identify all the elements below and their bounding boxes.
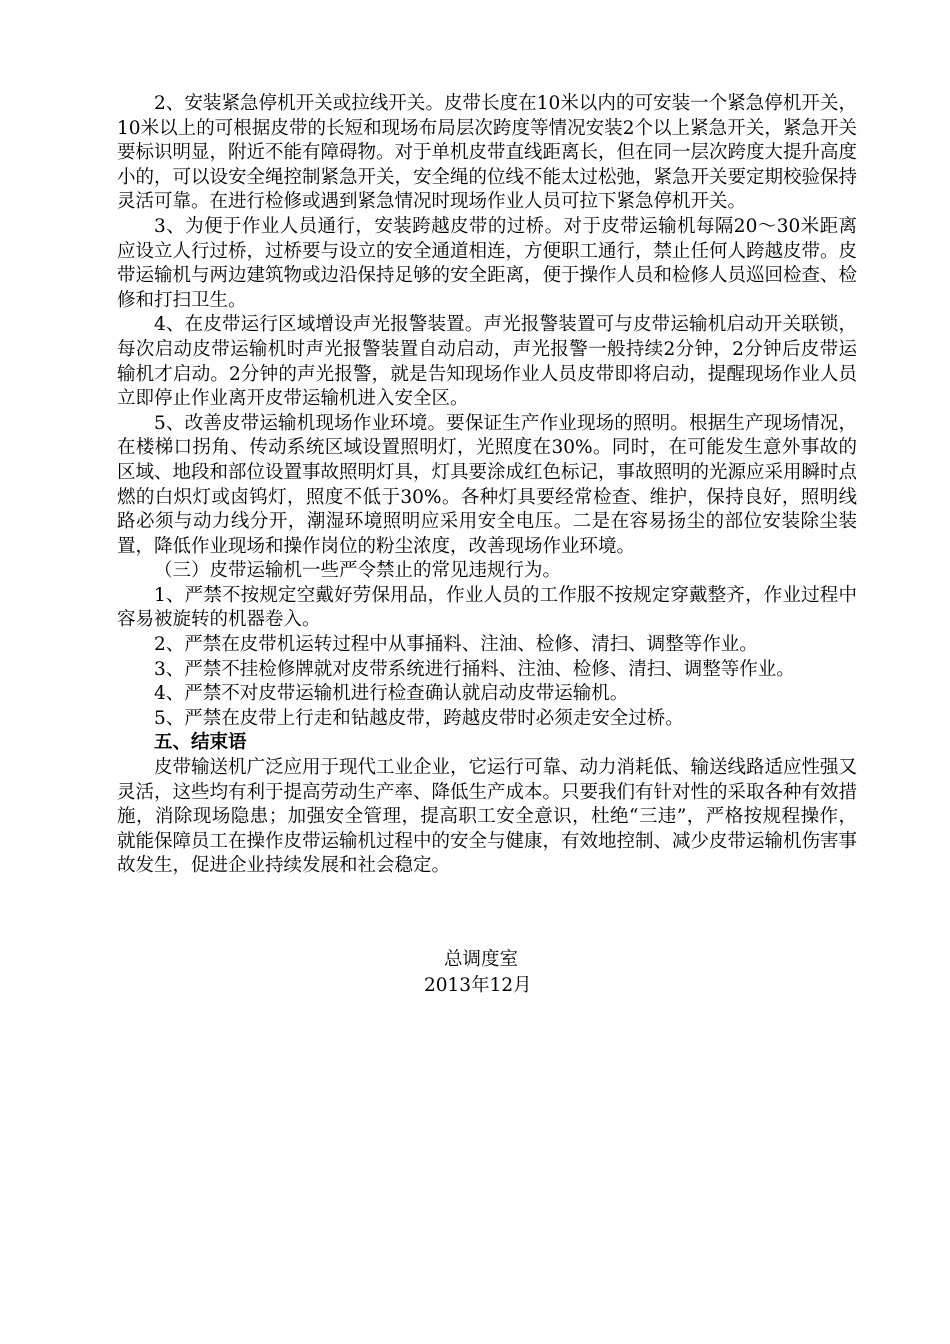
paragraph-work-environment: 5、改善皮带运输机现场作业环境。要保证生产作业现场的照明。根据生产现场情况，在楼梯口拐角、传动系统区域设置照明灯，光照度在30%。同时，在可能发生意外事故的区域、地段和部位设置事故照明灯具，灯具要涂成红色标记，事故照明的光源应采用瞬时点燃的白炽灯或卤钨灯，照度不低于30%。各种灯具要经常检查、维护，保持良好，照明线路必须与动力线分开，潮湿环境照明应采用安全电压。二是在容易扬尘的部位安装除尘装置，降低作业现场和操作岗位的粉尘浓度，改善现场作业环境。 [117,412,858,557]
signature-date: 2013年12月 [424,975,532,996]
paragraph-emergency-stop: 2、安装紧急停机开关或拉线开关。皮带长度在10米以内的可安装一个紧急停机开关，10米以上的可根据皮带的长短和现场布局层次跨度等情况安装2个以上紧急开关，紧急开关要标识明显，附近不能有障碍物。对于单机皮带直线距离长，但在同一层次跨度大提升高度小的，可以设安全绳控制紧急开关，安全绳的位线不能太过松弛，紧急开关要定期校验保持灵活可靠。在进行检修或遇到紧急情况时现场作业人员可拉下紧急停机开关。 [117,93,858,213]
prohibited-item-5: 5、严禁在皮带上行走和钻越皮带，跨越皮带时必须走安全过桥。 [154,707,684,729]
section-heading-prohibited-acts: （三）皮带运输机一些严令禁止的常见违规行为。 [154,560,562,582]
prohibited-item-2: 2、严禁在皮带机运转过程中从事捅料、注油、检修、清扫、调整等作业。 [154,634,758,656]
prohibited-item-4: 4、严禁不对皮带运输机进行检查确认就启动皮带运输机。 [154,683,629,705]
signature-office: 总调度室 [444,949,519,970]
conclusion-heading: 五、结束语 [154,732,247,754]
paragraph-crossing-bridge: 3、为便于作业人员通行，安装跨越皮带的过桥。对于皮带运输机每隔20～30米距离应设立人行过桥，过桥要与设立的安全通道相连，方便职工通行，禁止任何人跨越皮带。皮带运输机与两边建筑物或边沿保持足够的安全距离，便于操作人员和检修人员巡回检查、检修和打扫卫生。 [117,215,858,311]
prohibited-item-3: 3、严禁不挂检修牌就对皮带系统进行捅料、注油、检修、清扫、调整等作业。 [154,658,795,680]
document-body [117,92,857,879]
paragraph-alarm-device: 4、在皮带运行区域增设声光报警装置。声光报警装置可与皮带运输机启动开关联锁，每次启动皮带运输机时声光报警装置自动启动，声光报警一般持续2分钟，2分钟后皮带运输机才启动。2分钟的声光报警，就是告知现场作业人员皮带即将启动，提醒现场作业人员立即停止作业离开皮带运输机进入安全区。 [117,314,857,410]
conclusion-paragraph: 皮带输送机广泛应用于现代工业企业，它运行可靠、动力消耗低、输送线路适应性强又灵活，这些均有利于提高劳动生产率、降低生产成本。只要我们有针对性的采取各种有效措施，消除现场隐患；加强安全管理，提高职工安全意识，杜绝“三违”，严格按规程操作，就能保障员工在操作皮带运输机过程中的安全与健康，有效地控制、减少皮带运输机伤害事故发生，促进企业持续发展和社会稳定。 [117,757,858,877]
prohibited-item-1: 1、严禁不按规定空戴好劳保用品，作业人员的工作服不按规定穿戴整齐，作业过程中容易被旋转的机器卷入。 [117,584,857,631]
